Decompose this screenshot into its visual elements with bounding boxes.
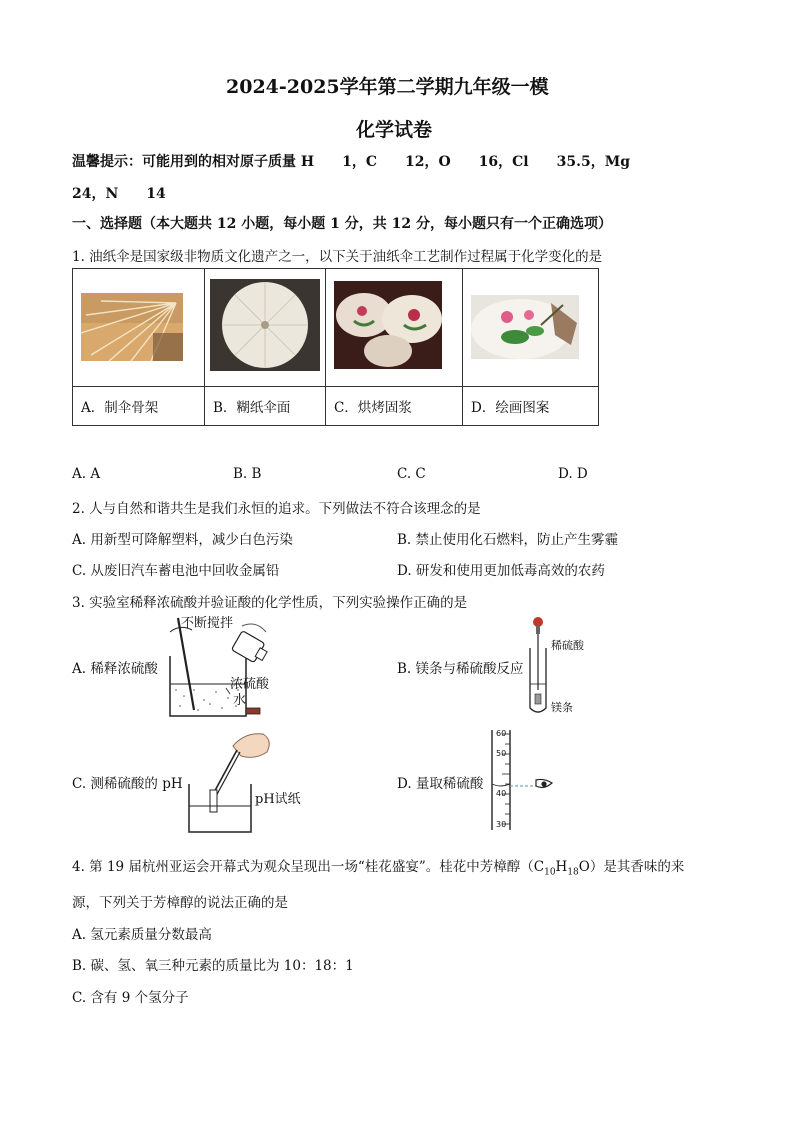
q2-option-a[interactable]: A. 用新型可降解塑料，减少白色污染 (72, 532, 293, 548)
label-ph-paper: pH试纸 (255, 792, 301, 807)
exam-subject: 化学试卷 (356, 119, 433, 141)
ph-test-diagram (185, 726, 275, 836)
paper-umbrella-photo (210, 279, 320, 371)
tip-line-2: 24，N 14 (72, 186, 166, 202)
formula-h-count: 18 (567, 867, 579, 878)
q4-stem-part2: ）是其香味的来 (589, 859, 685, 875)
formula-c-count: 10 (544, 867, 556, 878)
question-2-stem: 2. 人与自然和谐共生是我们永恒的追求。下列做法不符合该理念的是 (72, 501, 481, 517)
q1-option-c[interactable]: C. C (397, 466, 426, 482)
image-cell-a (73, 269, 205, 387)
formula-h: H (555, 859, 568, 875)
cell-label-a: A．制伞骨架 (73, 387, 205, 426)
label-mg-ribbon: 镁条 (551, 701, 573, 714)
q1-option-a[interactable]: A. A (72, 466, 101, 482)
drying-umbrellas-photo (334, 281, 442, 369)
q3-option-d[interactable]: D. 量取稀硫酸 (397, 776, 484, 792)
exam-title: 2024-2025学年第二学期九年级一模 (226, 76, 549, 98)
cyl-tick-30: 30 (496, 820, 507, 829)
q4-option-a[interactable]: A. 氢元素质量分数最高 (72, 927, 212, 943)
label-stir: 不断搅拌 (181, 616, 234, 631)
painting-umbrella-photo (471, 295, 579, 359)
cyl-tick-60: 60 (496, 729, 507, 738)
image-cell-b (205, 269, 326, 387)
measuring-cylinder-diagram (486, 728, 566, 832)
label-water: 水 (233, 693, 247, 708)
image-cell-d (463, 269, 599, 387)
cell-label-c: C．烘烤固浆 (326, 387, 463, 426)
q2-option-c[interactable]: C. 从废旧汽车蓄电池中回收金属铅 (72, 563, 280, 579)
q2-option-d[interactable]: D. 研发和使用更加低毒高效的农药 (397, 563, 605, 579)
formula-o: O (578, 859, 590, 875)
question-4-stem-line2: 源，下列关于芳樟醇的说法正确的是 (72, 895, 288, 911)
question-3-stem: 3. 实验室稀释浓硫酸并验证酸的化学性质，下列实验操作正确的是 (72, 595, 468, 611)
question-1-table (72, 268, 599, 426)
cell-label-d: D．绘画图案 (463, 387, 599, 426)
q1-option-b[interactable]: B. B (233, 466, 262, 482)
q1-option-d[interactable]: D. D (558, 466, 588, 482)
cyl-tick-50: 50 (496, 749, 507, 758)
q4-option-c[interactable]: C. 含有 9 个氢分子 (72, 990, 189, 1006)
cell-label-b: B．糊纸伞面 (205, 387, 326, 426)
q3-option-a[interactable]: A. 稀释浓硫酸 (72, 661, 158, 677)
q3-option-b[interactable]: B. 镁条与稀硫酸反应 (397, 661, 524, 677)
q3-option-c[interactable]: C. 测稀硫酸的 pH (72, 776, 183, 792)
cyl-tick-40: 40 (496, 789, 507, 798)
question-1-stem: 1. 油纸伞是国家级非物质文化遗产之一，以下关于油纸伞工艺制作过程属于化学变化的是 (72, 249, 603, 265)
label-conc-acid: 浓硫酸 (230, 677, 270, 692)
q4-option-b[interactable]: B. 碳、氢、氧三种元素的质量比为 10：18：1 (72, 958, 354, 974)
section-heading: 一、选择题（本大题共 12 小题，每小题 1 分，共 12 分，每小题只有一个正确选项） (72, 216, 612, 232)
formula-c: C (533, 859, 545, 875)
image-cell-c (326, 269, 463, 387)
q4-stem-part1: 4. 第 19 届杭州亚运会开幕式为观众呈现出一场“桂花盛宴”。桂花中芳樟醇（ (72, 859, 534, 875)
q2-option-b[interactable]: B. 禁止使用化石燃料，防止产生雾霾 (397, 532, 619, 548)
question-4-stem-line1 (72, 855, 684, 878)
umbrella-frame-photo (81, 293, 183, 361)
tip-line-1: 温馨提示：可能用到的相对原子质量 H 1，C 12，O 16，Cl 35.5，Mg (72, 154, 630, 170)
label-dilute-acid: 稀硫酸 (551, 639, 584, 652)
